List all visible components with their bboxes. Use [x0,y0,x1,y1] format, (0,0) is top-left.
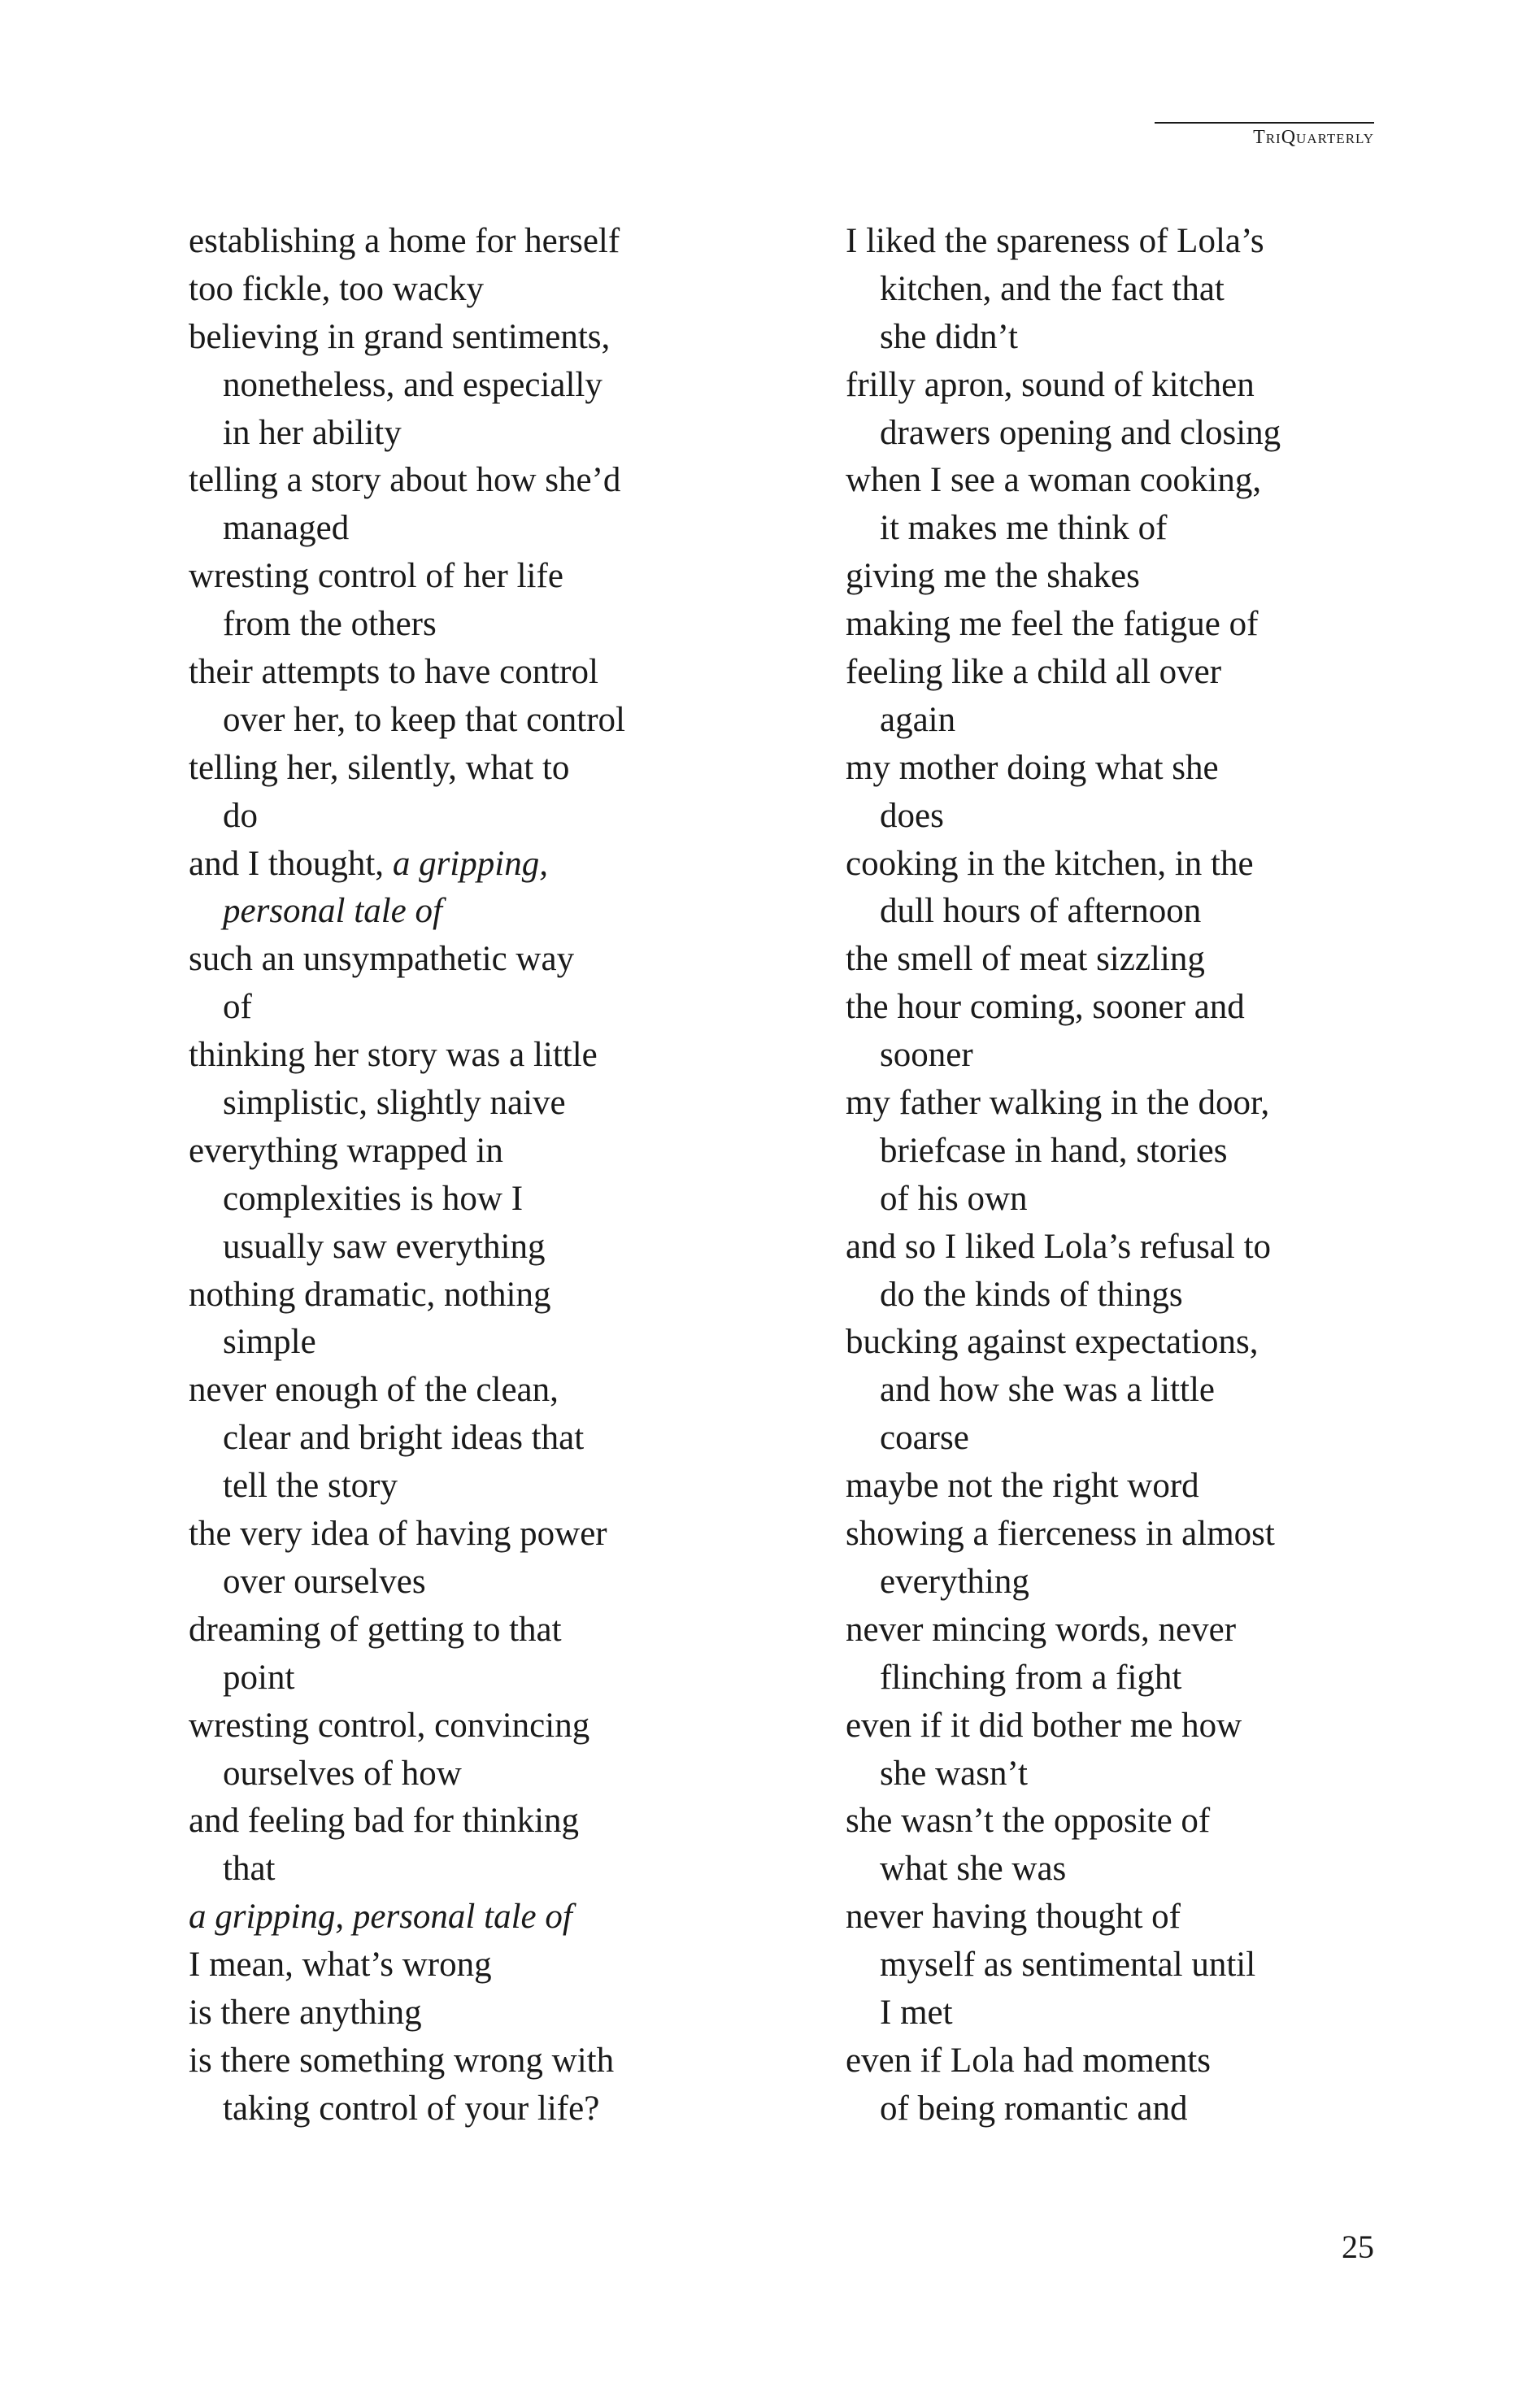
verse-text: nothing dramatic, nothing [189,1275,551,1314]
verse-text: wresting control, convincing [189,1706,590,1745]
right-column-line [846,1367,1415,1415]
verse-text: a gripping, personal tale of [189,1898,572,1937]
verse-text: is there anything [189,1993,422,2032]
page-number: 25 [1342,2229,1374,2265]
verse-text: kitchen, and the fact that [880,269,1225,308]
left-column-line [189,1989,758,2037]
verse-text: tell the story [223,1467,398,1506]
verse-text: even if Lola had moments [846,2041,1211,2080]
right-column-line [846,1415,1415,1463]
verse-text: complexities is how I [223,1179,524,1218]
verse-text: point [223,1658,295,1697]
verse-text: she wasn’t the opposite of [846,1802,1211,1841]
left-column-line [189,1176,758,1224]
right-column-line [846,410,1415,458]
verse-text: sooner [880,1036,973,1075]
left-column-line [189,1798,758,1846]
verse-text: dull hours of afternoon [880,892,1202,931]
verse-text: maybe not the right word [846,1467,1199,1506]
verse-text: briefcase in hand, stories [880,1131,1228,1170]
right-column-line [846,936,1415,984]
left-column-line [189,1559,758,1607]
left-column-line [189,649,758,697]
right-column-line [846,1989,1415,2037]
right-column-line [846,745,1415,793]
right-column-line [846,601,1415,649]
verse-text: taking control of your life? [223,2089,600,2128]
verse-text: it makes me think of [880,509,1168,548]
verse-text: personal tale of [223,892,442,931]
right-column-line [846,362,1415,410]
right-column-line [846,1846,1415,1894]
italic-phrase: a gripping, [392,844,548,883]
verse-text: their attempts to have control [189,653,598,692]
left-column-line [189,1846,758,1894]
verse-text: of being romantic and [880,2089,1188,2128]
right-column-line [846,1607,1415,1655]
verse-text: everything wrapped in [189,1131,503,1170]
verse-text: managed [223,509,350,548]
right-column-line [846,1750,1415,1798]
verse-text: again [880,700,956,739]
verse-text: never having thought of [846,1898,1181,1937]
verse-text: showing a fierceness in almost [846,1515,1275,1554]
running-head: TriQuarterly [1155,122,1374,149]
left-column-line [189,1607,758,1655]
verse-text: flinching from a fight [880,1658,1182,1697]
verse-text: too fickle, too wacky [189,269,485,308]
right-column-line [846,1319,1415,1367]
right-column-line [846,1272,1415,1320]
left-column-line [189,1463,758,1511]
verse-text: even if it did bother me how [846,1706,1242,1745]
left-column-line [189,1224,758,1272]
right-column-line [846,314,1415,362]
right-column-line [846,457,1415,505]
left-column-line [189,984,758,1032]
left-column-line [189,1894,758,1942]
verse-text: what she was [880,1850,1067,1889]
verse-text: of [223,988,252,1027]
right-column-line [846,2037,1415,2085]
right-column-line [846,1942,1415,1989]
left-column-line [189,888,758,936]
right-column-line [846,649,1415,697]
left-column [189,218,758,2133]
verse-text: giving me the shakes [846,557,1140,596]
verse-text: believing in grand sentiments, [189,317,611,356]
verse-text: clear and bright ideas that [223,1419,585,1458]
verse-text: everything [880,1562,1029,1601]
right-column-line [846,1463,1415,1511]
verse-text: feeling like a child all over [846,653,1222,692]
verse-text: cooking in the kitchen, in the [846,844,1254,883]
left-column-line [189,2085,758,2133]
verse-text: making me feel the fatigue of [846,605,1259,644]
verse-text: never enough of the clean, [189,1371,559,1410]
verse-text: is there something wrong with [189,2041,615,2080]
verse-text: she wasn’t [880,1754,1028,1793]
verse-text: simplistic, slightly naive [223,1084,566,1123]
verse-text: I liked the spareness of Lola’s [846,222,1264,260]
verse-text: telling a story about how she’d [189,461,621,500]
verse-text: I met [880,1993,953,2032]
verse-text: ourselves of how [223,1754,462,1793]
right-column-line [846,1559,1415,1607]
verse-text: the very idea of having power [189,1515,607,1554]
verse-text: my father walking in the door, [846,1084,1270,1123]
left-column-line [189,1415,758,1463]
verse-text: thinking her story was a little [189,1036,598,1075]
verse-text: and so I liked Lola’s refusal to [846,1227,1272,1266]
right-column-line [846,1032,1415,1080]
verse-text: the smell of meat sizzling [846,940,1205,979]
left-column-line [189,1032,758,1080]
left-column-line [189,745,758,793]
verse-text: does [880,796,944,835]
left-column-line [189,1080,758,1128]
verse-text: the hour coming, sooner and [846,988,1245,1027]
right-column-line [846,553,1415,601]
verse-text: and how she was a little [880,1371,1215,1410]
right-column-line [846,1176,1415,1224]
verse-text: drawers opening and closing [880,413,1281,452]
left-column-line [189,1128,758,1176]
verse-text: bucking against expectations, [846,1323,1259,1362]
verse-text: my mother doing what she [846,748,1219,787]
left-column-line [189,218,758,266]
verse-text: when I see a woman cooking, [846,461,1262,500]
verse-text: coarse [880,1419,969,1458]
verse-text: never mincing words, never [846,1610,1237,1649]
right-column-line [846,1655,1415,1702]
left-column-line [189,1511,758,1559]
verse-text: in her ability [223,413,402,452]
verse-text: dreaming of getting to that [189,1610,562,1649]
verse-text: of his own [880,1179,1028,1218]
right-column-line [846,1511,1415,1559]
verse-text: she didn’t [880,317,1019,356]
left-column-line [189,457,758,505]
right-column-line [846,1128,1415,1176]
left-column-line [189,601,758,649]
left-column-line [189,410,758,458]
left-column-line [189,1702,758,1750]
left-column-line [189,1319,758,1367]
left-column-line [189,1750,758,1798]
verse-text: do [223,796,258,835]
verse-text: from the others [223,605,437,644]
verse-text: I mean, what’s wrong [189,1946,492,1985]
left-column-line [189,697,758,745]
left-column-line [189,553,758,601]
right-column-line [846,266,1415,314]
verse-text: telling her, silently, what to [189,748,570,787]
verse-text: establishing a home for herself [189,222,620,260]
right-column-line [846,984,1415,1032]
left-column-line [189,1367,758,1415]
right-column-line [846,1080,1415,1128]
verse-text: usually saw everything [223,1227,546,1266]
right-column-line [846,1798,1415,1846]
right-column-line [846,1224,1415,1272]
right-column-line [846,888,1415,936]
verse-text: and I thought, [189,844,393,883]
verse-text: and feeling bad for thinking [189,1802,580,1841]
left-column-line [189,314,758,362]
left-column-line [189,793,758,841]
right-column-line [846,1894,1415,1942]
left-column-line [189,362,758,410]
verse-text: such an unsympathetic way [189,940,575,979]
left-column-line [189,1655,758,1702]
left-column-line [189,1942,758,1989]
right-column-line [846,505,1415,553]
verse-text: that [223,1850,276,1889]
verse-text: nonetheless, and especially [223,365,603,404]
left-column-line [189,936,758,984]
left-column-line [189,841,758,889]
right-column-line [846,697,1415,745]
left-column-line [189,266,758,314]
right-column-line [846,218,1415,266]
verse-text: over ourselves [223,1562,426,1601]
left-column-line [189,505,758,553]
right-column-line [846,2085,1415,2133]
right-column-line [846,793,1415,841]
verse-text: wresting control of her life [189,557,563,596]
right-column [846,218,1415,2133]
verse-text: over her, to keep that control [223,700,625,739]
left-column-line [189,2037,758,2085]
verse-text: frilly apron, sound of kitchen [846,365,1255,404]
verse-text: do the kinds of things [880,1275,1183,1314]
right-column-line [846,841,1415,889]
left-column-line [189,1272,758,1320]
verse-text: myself as sentimental until [880,1946,1256,1985]
right-column-line [846,1702,1415,1750]
verse-text: simple [223,1323,316,1362]
